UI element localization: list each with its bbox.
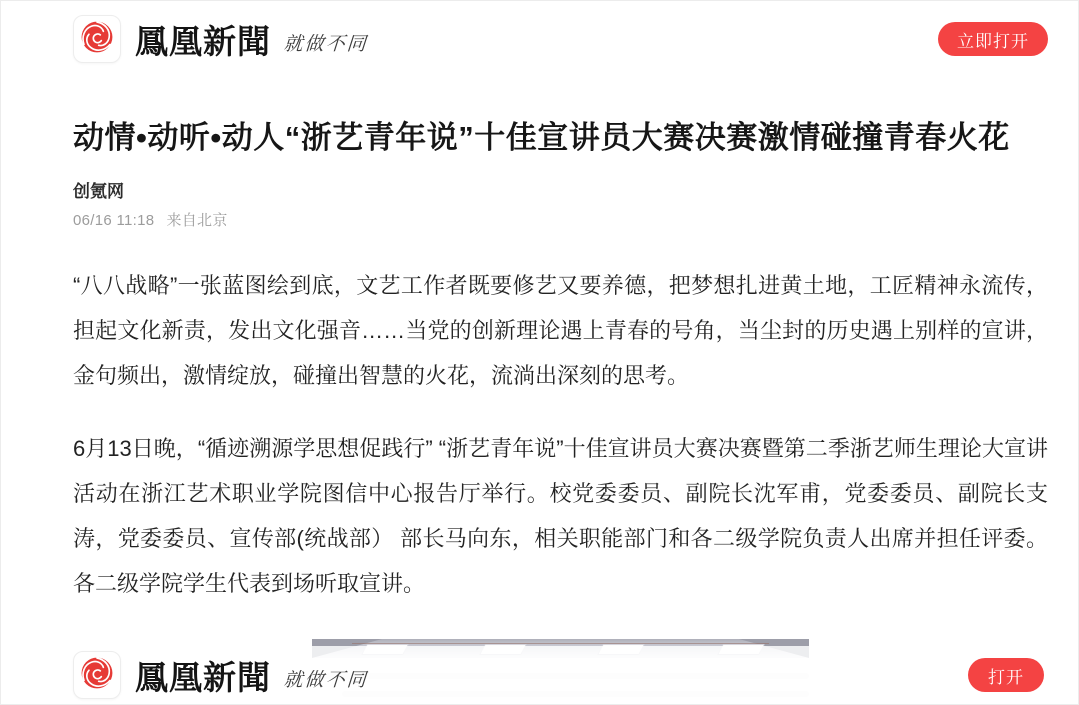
open-app-now-button[interactable]: 立即打开 bbox=[938, 22, 1048, 56]
phoenix-news-logo-footer[interactable] bbox=[73, 651, 121, 699]
article-body bbox=[73, 263, 1048, 606]
article-title: 动情•动听•动人“浙艺青年说”十佳宣讲员大赛决赛激情碰撞青春火花 bbox=[73, 120, 1010, 155]
paragraph-1: “八八战略”一张蓝图绘到底，文艺工作者既要修艺又要养德，把梦想扎进黄土地，工匠精神永流传，担起文化新责，发出文化强音……当党的创新理论遇上青春的号角，当尘封的历史遇上别样的宣讲，金句频出，激情绽放，碰撞出智慧的火花，流淌出深刻的思考。 bbox=[73, 273, 1048, 388]
publish-location: 来自北京 bbox=[166, 212, 228, 229]
top-app-banner bbox=[1, 1, 1078, 67]
article-meta bbox=[73, 209, 1048, 230]
phoenix-news-logo[interactable] bbox=[73, 15, 121, 63]
brand-slogan-footer: 就做不同 bbox=[282, 668, 369, 691]
brand-name: 鳳凰新聞 bbox=[135, 24, 271, 61]
open-app-button[interactable]: 打开 bbox=[968, 658, 1044, 692]
bottom-app-banner bbox=[1, 646, 1078, 704]
brand-name-footer: 鳳凰新聞 bbox=[135, 660, 271, 697]
photo-ceiling-track-line bbox=[352, 643, 769, 644]
brand-slogan: 就做不同 bbox=[282, 32, 369, 55]
article-source[interactable]: 创氪网 bbox=[73, 182, 124, 201]
phoenix-swirl-icon bbox=[77, 17, 117, 62]
article-content bbox=[1, 116, 1078, 705]
phoenix-swirl-icon bbox=[77, 653, 117, 698]
paragraph-2: 6月13日晚，“循迹溯源学思想促践行” “浙艺青年说”十佳宣讲员大赛决赛暨第二季浙艺师生理论大宣讲活动在浙江艺术职业学院图信中心报告厅举行。校党委委员、副院长沈军甫，党委委员、副院长支涛，党委委员、宣传部(统战部） 部长马向东，相关职能部门和各二级学院负责人出席并担任评委。各二级学院学生代表到场听取宣讲。 bbox=[73, 436, 1048, 596]
publish-time: 06/16 11:18 bbox=[73, 212, 155, 229]
